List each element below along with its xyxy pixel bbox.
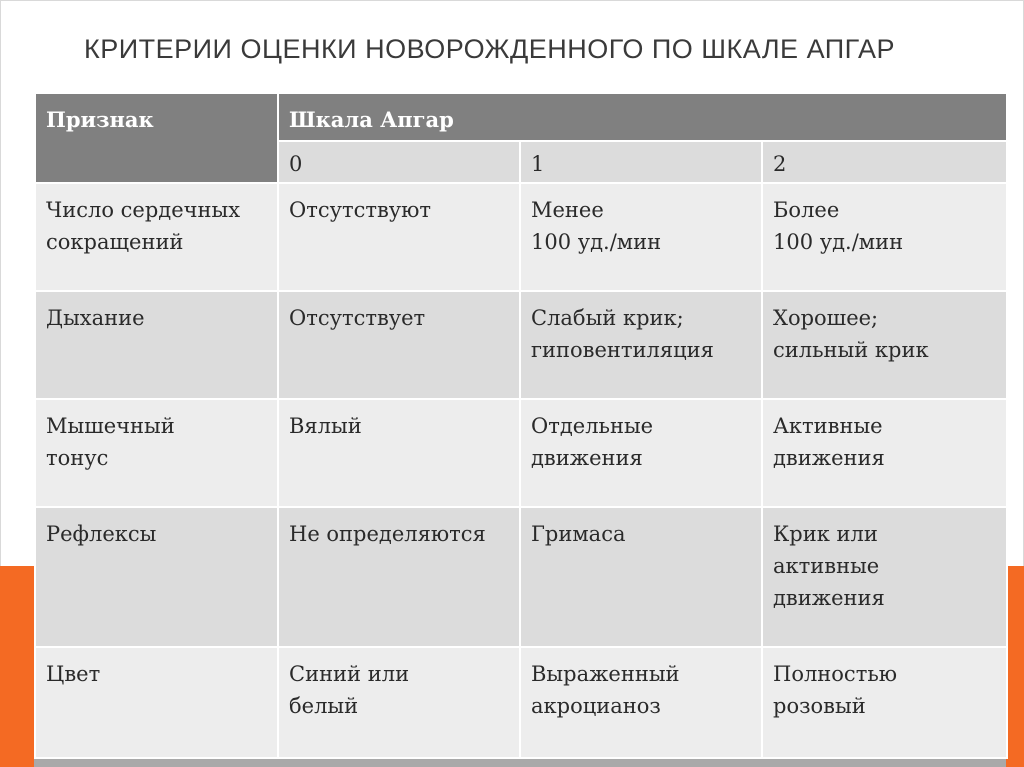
cell-line: Число сердечных [46, 198, 241, 222]
cell-line: Хорошее; [773, 306, 879, 330]
cell-line: Дыхание [46, 306, 145, 330]
cell-line: Крик или [773, 522, 878, 546]
table-row [35, 507, 1007, 647]
cell-line: гиповентиляция [531, 338, 714, 362]
cell-line: активные [773, 554, 880, 578]
cell-line: Не определяются [289, 522, 486, 546]
table-row [35, 647, 1007, 758]
table-row [35, 399, 1007, 507]
cell-line: Выраженный [531, 662, 680, 686]
score-2-cell [762, 507, 1007, 647]
score-2-cell [762, 647, 1007, 758]
score-1-cell [520, 647, 762, 758]
score-2-cell [762, 291, 1007, 399]
cell-line: Рефлексы [46, 522, 157, 546]
cell-line: движения [773, 586, 885, 610]
cell-line: Отдельные [531, 414, 654, 438]
score-0-cell [278, 647, 520, 758]
cell-line: Цвет [46, 662, 101, 686]
table-row [35, 291, 1007, 399]
sign-cell [35, 507, 278, 647]
cell-line: 100 уд./мин [773, 230, 904, 254]
score-header-2: 2 [762, 141, 1007, 183]
score-2-cell [762, 183, 1007, 291]
cell-line: Более [773, 198, 840, 222]
cell-line: тонус [46, 446, 109, 470]
sign-cell [35, 647, 278, 758]
table-header-row [35, 93, 1007, 141]
cell-line: Отсутствуют [289, 198, 432, 222]
score-header-1: 1 [520, 141, 762, 183]
sign-cell [35, 183, 278, 291]
cell-line: Отсутствует [289, 306, 426, 330]
sign-cell [35, 291, 278, 399]
cell-line: розовый [773, 694, 866, 718]
score-2-cell [762, 399, 1007, 507]
score-0-cell [278, 183, 520, 291]
score-header-0: 0 [278, 141, 520, 183]
apgar-table [34, 92, 1008, 759]
cell-line: Вялый [289, 414, 362, 438]
header-scale: Шкала Апгар [278, 93, 1007, 141]
score-0-cell [278, 507, 520, 647]
cell-line: 100 уд./мин [531, 230, 662, 254]
cell-line: Полностью [773, 662, 898, 686]
score-0-cell [278, 399, 520, 507]
score-1-cell [520, 183, 762, 291]
cell-line: Мышечный [46, 414, 175, 438]
cell-line: Активные [773, 414, 883, 438]
score-1-cell [520, 399, 762, 507]
cell-line: движения [531, 446, 643, 470]
cell-line: акроцианоз [531, 694, 661, 718]
accent-bar-left [0, 566, 34, 767]
cell-line: сильный крик [773, 338, 929, 362]
cell-line: сокращений [46, 230, 184, 254]
score-1-cell [520, 507, 762, 647]
header-sign: Признак [35, 93, 278, 183]
cell-line: Менее [531, 198, 604, 222]
sign-cell [35, 399, 278, 507]
slide-title: КРИТЕРИИ ОЦЕНКИ НОВОРОЖДЕННОГО ПО ШКАЛЕ АПГАР [84, 34, 896, 64]
cell-line: Слабый крик; [531, 306, 684, 330]
cell-line: Синий или [289, 662, 410, 686]
score-0-cell [278, 291, 520, 399]
cell-line: Гримаса [531, 522, 626, 546]
table-row [35, 183, 1007, 291]
cell-line: движения [773, 446, 885, 470]
score-1-cell [520, 291, 762, 399]
cell-line: белый [289, 694, 359, 718]
accent-bar-right [1006, 566, 1024, 767]
